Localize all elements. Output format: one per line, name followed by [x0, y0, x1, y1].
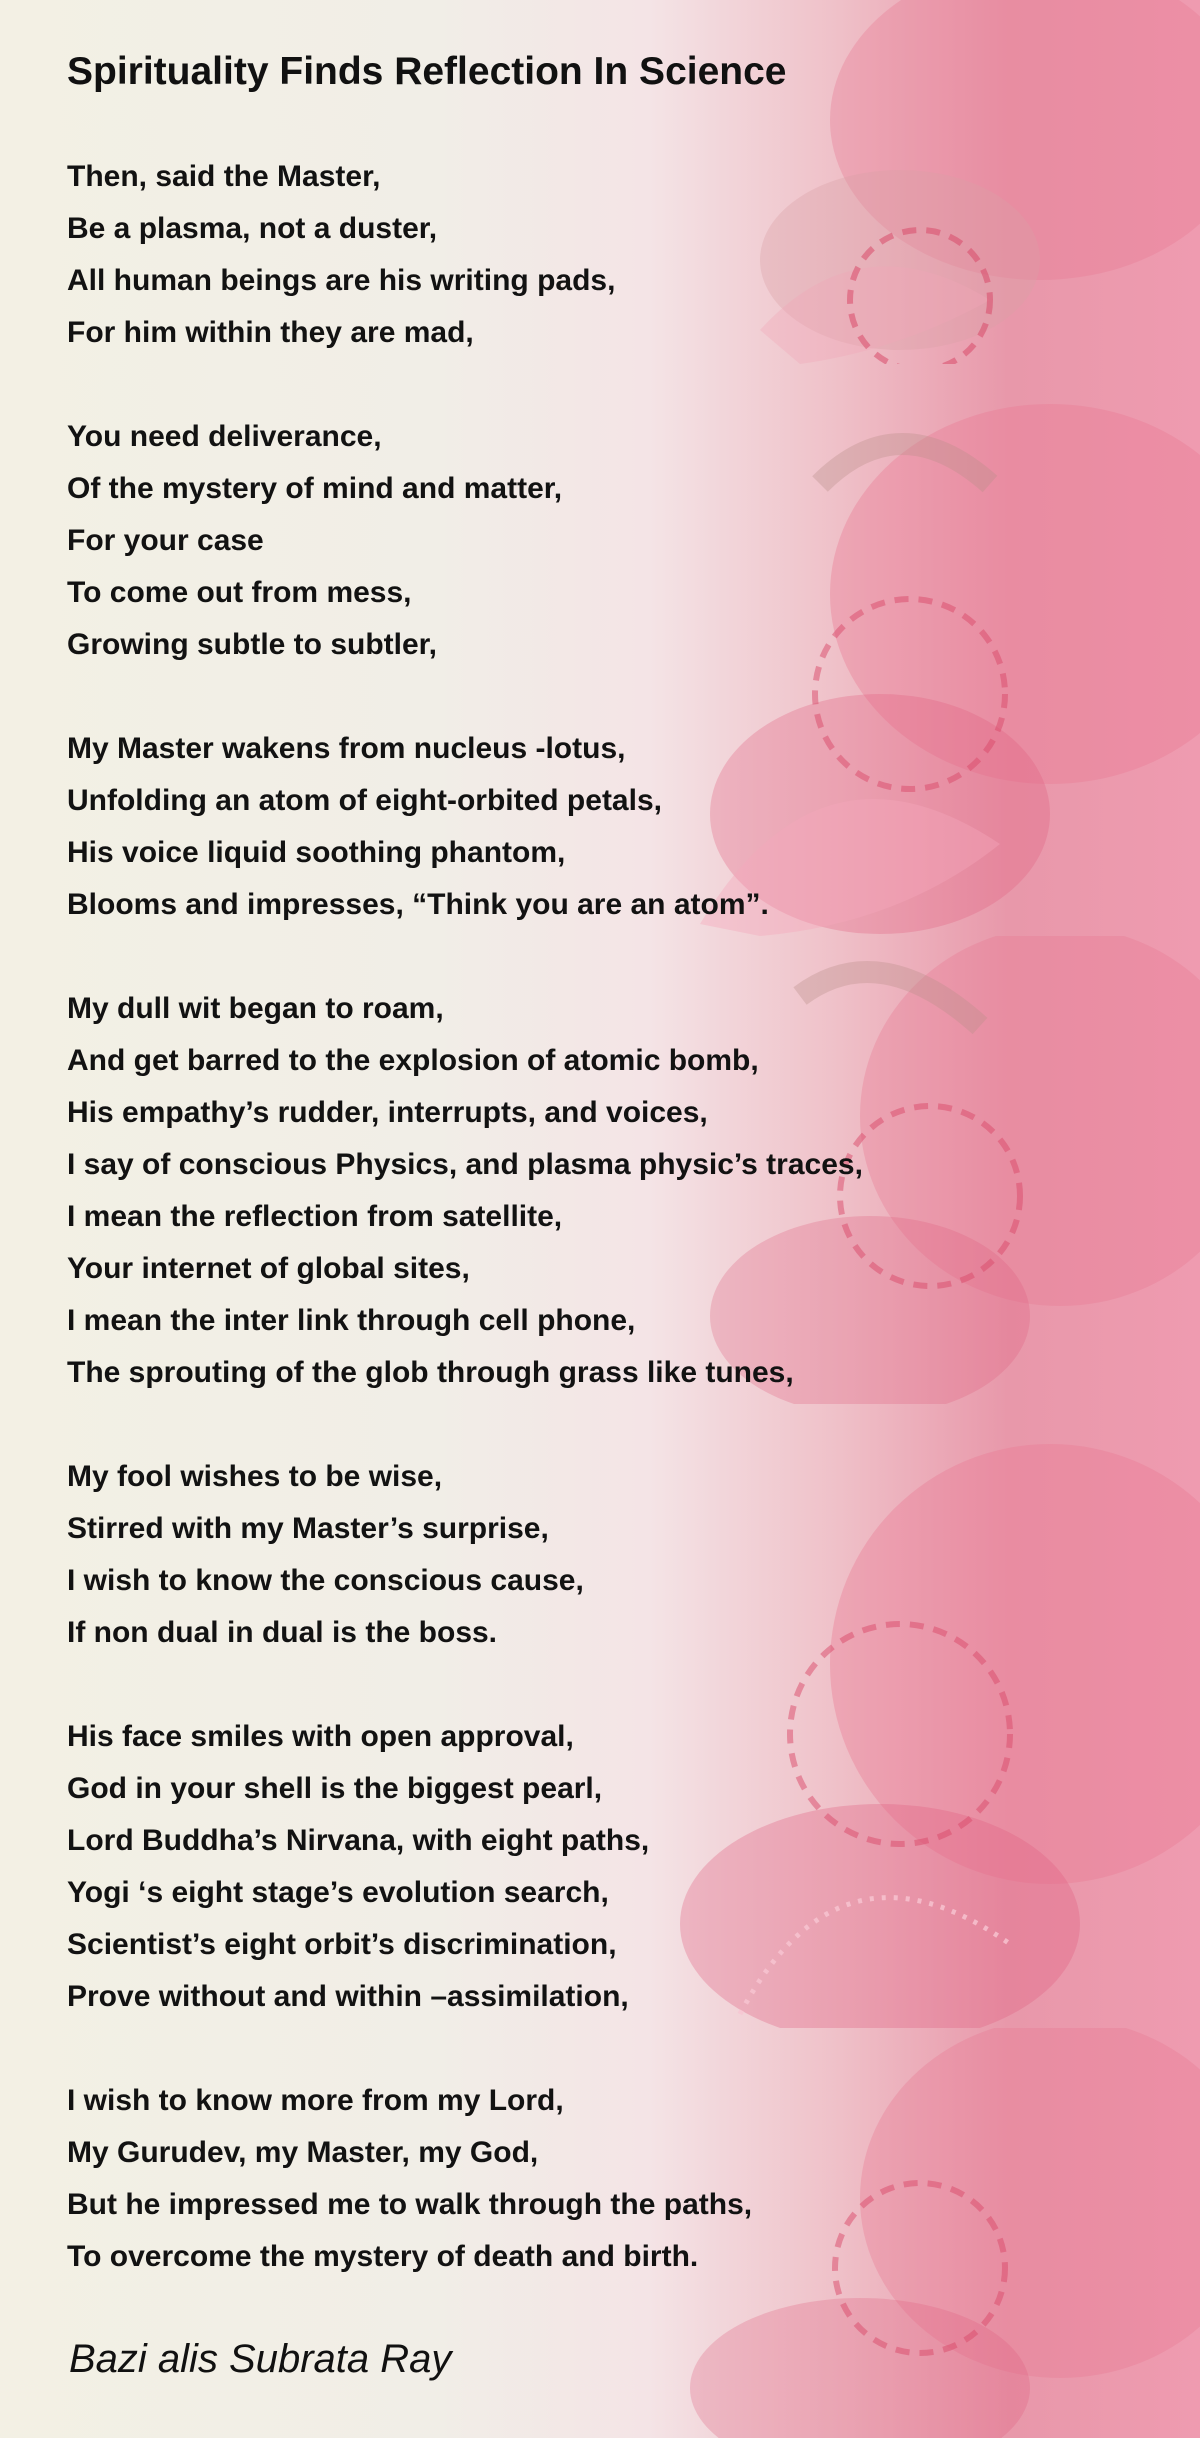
poem-line: You need deliverance, — [67, 420, 382, 453]
poem-line: If non dual in dual is the boss. — [67, 1616, 498, 1649]
poem-line: All human beings are his writing pads, — [67, 264, 616, 297]
poem-line: I mean the reflection from satellite, — [67, 1200, 563, 1233]
poem-line: God in your shell is the biggest pearl, — [67, 1772, 603, 1805]
poem-line: Blooms and impresses, “Think you are an atom”. — [67, 888, 769, 921]
poem-line: Yogi ‘s eight stage’s evolution search, — [67, 1876, 609, 1909]
poem-line: My fool wishes to be wise, — [67, 1460, 443, 1493]
poem-line: My Gurudev, my Master, my God, — [67, 2136, 539, 2169]
poem-line: Scientist’s eight orbit’s discrimination, — [67, 1928, 617, 1961]
poem-line: Prove without and within –assimilation, — [67, 1980, 629, 2013]
poem-line: Growing subtle to subtler, — [67, 628, 438, 661]
poem-line: Unfolding an atom of eight-orbited petals, — [67, 784, 662, 817]
poem-line: My Master wakens from nucleus -lotus, — [67, 732, 626, 765]
author-name: Bazi alis Subrata Ray — [69, 2337, 452, 2381]
poem-line: And get barred to the explosion of atomic bomb, — [67, 1044, 759, 1077]
poem-line: For him within they are mad, — [67, 316, 474, 349]
poem-line: I wish to know the conscious cause, — [67, 1564, 584, 1597]
poem-line: I mean the inter link through cell phone, — [67, 1304, 636, 1337]
poem-line: But he impressed me to walk through the paths, — [67, 2188, 753, 2221]
poem-line: For your case — [67, 524, 264, 557]
poem-line: I say of conscious Physics, and plasma physic’s traces, — [67, 1148, 863, 1181]
poem-line: His face smiles with open approval, — [67, 1720, 574, 1753]
poem-line: Of the mystery of mind and matter, — [67, 472, 563, 505]
poem-title: Spirituality Finds Reflection In Science — [67, 50, 787, 93]
poem-line: Be a plasma, not a duster, — [67, 212, 438, 245]
poem-line: His empathy’s rudder, interrupts, and voices, — [67, 1096, 708, 1129]
poem-line: Then, said the Master, — [67, 160, 381, 193]
poem-line: Your internet of global sites, — [67, 1252, 470, 1285]
poem-line: To come out from mess, — [67, 576, 412, 609]
poem-line: Stirred with my Master’s surprise, — [67, 1512, 549, 1545]
poem-line: His voice liquid soothing phantom, — [67, 836, 566, 869]
poem-line: To overcome the mystery of death and birth. — [67, 2240, 699, 2273]
poem-line: I wish to know more from my Lord, — [67, 2084, 564, 2117]
poem-line: The sprouting of the glob through grass like tunes, — [67, 1356, 794, 1389]
poem-line: My dull wit began to roam, — [67, 992, 444, 1025]
poem-line: Lord Buddha’s Nirvana, with eight paths, — [67, 1824, 650, 1857]
